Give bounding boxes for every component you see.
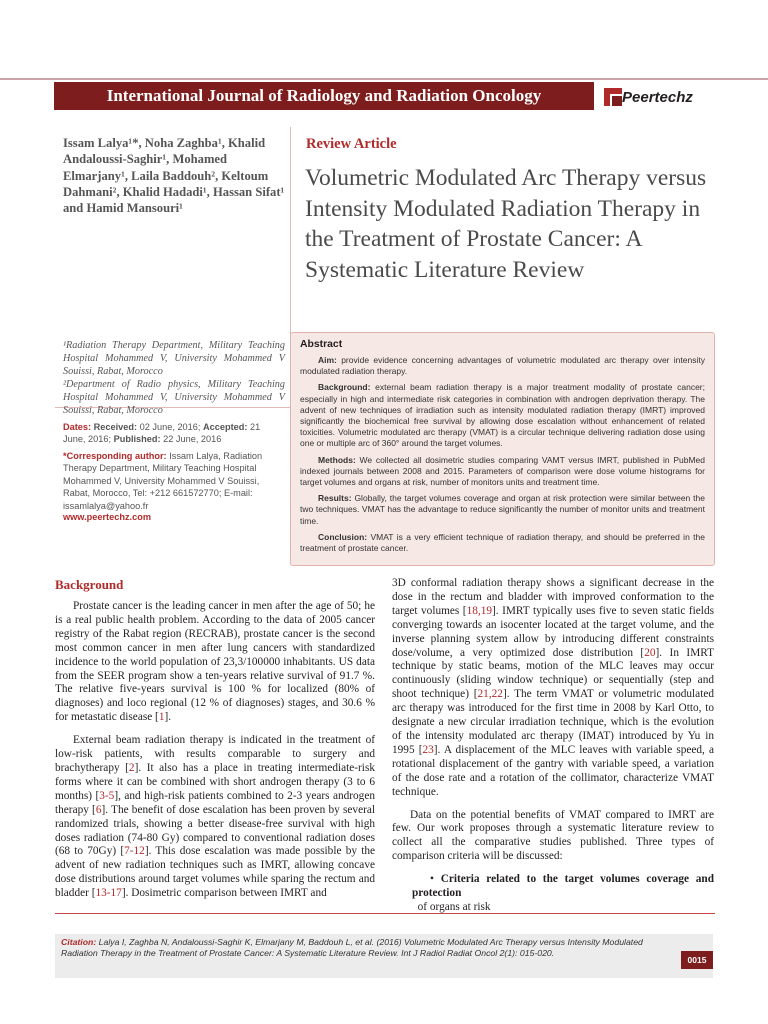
- body-column-right: [392, 577, 714, 924]
- abstract-box: [290, 332, 715, 566]
- accepted-label: Accepted:: [203, 422, 248, 432]
- corresponding-author: [63, 450, 285, 512]
- publisher-name: Peertechz: [622, 89, 693, 106]
- paragraph-2-text: ], and high-risk patients combined to 2-3 years androgen therapy [: [55, 789, 375, 816]
- published-label: Published:: [113, 434, 161, 445]
- list-item-bold: Criteria related to the target volumes coverage and protection: [412, 873, 714, 900]
- paragraph-2-text: ]. This dose escalation was made possible by the advent of new radiation techniques such as IMRT, allowing concave dose distributions around target volumes while sparing the rectum and bladder [: [55, 845, 375, 900]
- paragraph-2-text: ]. The benefit of dose escalation has been proven by several randomized trials, showing a better disease-free survival with high doses radiation (74-80 Gy) compared to conventional radiation doses (68 to 70Gy) [: [55, 803, 375, 858]
- paragraph-2-text: ]. Dosimetric comparison between IMRT and: [121, 887, 327, 900]
- reference-link[interactable]: 6: [95, 803, 102, 816]
- paragraph-2-text: ]. It also has a place in treating intermediate-risk forms where it can be combined with short androgen therapy (3 to 6 months) [: [55, 761, 375, 802]
- paragraph-4: Data on the potential benefits of VMAT compared to IMRT are few. Our work proposes through a systematic literature review to collect all the comparative studies published. Three types of comparison criteria will be discussed:: [392, 808, 714, 863]
- article-type: Review Article: [306, 136, 397, 152]
- reference-link[interactable]: 23: [422, 743, 434, 756]
- paragraph-3-text: ]. In IMRT technique by static beams, motion of the MLC leaves may occur continuously (sliding window technique) or sequentially (step and shoot technique) [: [392, 646, 714, 701]
- affiliation-2: ²Department of Radio physics, Military Teaching Hospital Mohammed V, University Mohammed V Souissi, Rabat, Morocco: [63, 379, 285, 416]
- abstract-background: [300, 382, 705, 449]
- publisher-logo-icon: [602, 86, 624, 108]
- abstract-conclusion: [300, 532, 705, 554]
- body-column-left: [55, 577, 375, 910]
- abstract-heading: Abstract: [300, 339, 343, 350]
- affiliation-1: ¹Radiation Therapy Department, Military Teaching Hospital Mohammed V, University Mohammed V Souissi, Rabat, Morocco: [63, 340, 285, 377]
- methods-text: We collected all dosimetric studies comparing VAMT versus IMRT, published in PubMed indexed journals between 2008 and 2015. Parameters of comparison were dose volume histograms for target volumes and organs at risk, number of monitors units and treatment time.: [300, 454, 705, 488]
- author-list: Issam Lalya¹*, Noha Zaghba¹, Khalid Andaloussi-Saghir¹, Mohamed Elmarjany¹, Laila Baddouh², Keltoum Dahmani², Khalid Hadadi¹, Hassan Sifat¹ and Hamid Mansouri¹: [63, 136, 285, 216]
- paragraph-2-text: External beam radiation therapy is indicated in the treatment of low-risk patients, with results comparable to surgery and brachytherapy [: [55, 734, 375, 774]
- citation-text: [61, 937, 676, 959]
- reference-link[interactable]: 7-12: [124, 845, 145, 858]
- received-date: 02 June, 2016;: [139, 422, 201, 432]
- abstract-methods: [300, 455, 705, 489]
- reference-link[interactable]: 2: [128, 761, 135, 774]
- paragraph-1-end: ].: [164, 711, 172, 724]
- abstract-aim: [300, 355, 705, 377]
- paragraph-3-text: ]. IMRT typically uses five to seven static fields converging towards an isocenter located at the target volume, and the inverse planning system allow by introducing different constraints dose/volume, a very optimized dose distribution [: [392, 604, 714, 659]
- abstract-body: [300, 355, 705, 559]
- citation-label: Citation:: [61, 937, 97, 947]
- background-text: external beam radiation therapy is a major treatment modality of prostate cancer; especially in high and intermediate risk categories in combination with androgen deprivation therapy. The advent of new techniques of irradiation such as intensity modulated radiation therapy (IMRT) improved significantly the biochemical free survival by allowing dose escalation without enhancement of related toxicities. Volumetric modulated arc therapy (VMAT) is a circular technique delivering radiation dose using one or multiple arc of 360° around the target volumes.: [300, 382, 705, 449]
- reference-link[interactable]: 18,19: [466, 604, 492, 617]
- paragraph-3: [392, 577, 714, 800]
- background-label: Background:: [318, 382, 371, 393]
- aim-text: provide evidence concerning advantages of volumetric modulated arc therapy over intensity modulated radiation therapy.: [300, 355, 705, 377]
- results-text: Globally, the target volumes coverage and organ at risk protection were similar between the two techniques. VMAT has the advantage to reduce significantly the number of monitor units and treatment time.: [300, 493, 705, 526]
- accepted-date: 21 June, 2016;: [63, 422, 261, 445]
- corresponding-author-label: *Corresponding author:: [63, 451, 167, 461]
- paragraph-1-text: Prostate cancer is the leading cancer in men after the age of 50; he is a real public health problem. According to the data of 2005 cancer registry of the Rabat region (RECRAB), prostate cancer is the second most common cancer in men after lung cancers with standardized incidence to the world population of 23,3/100000 inhabitants. US data from the SEER program show a ten-years relative survival of 91.7 %. The relative five-years survival is 100 % for localized (80% of diagnoses) and loco regional (12 % of diagnoses) stages, and 30.6 % for metastatic disease [: [55, 600, 375, 724]
- citation-content: Lalya I, Zaghba N, Andaloussi-Saghir K, Elmarjany M, Baddouh L, et al. (2016) Volumetric Modulated Arc Therapy versus Intensity Modulated Radiation Therapy in the Treatment of Prostate Cancer: A Systematic Literature Review. Int J Radiol Radiat Oncol 2(1): 015-020.: [61, 937, 643, 958]
- page-number: 0015: [681, 951, 713, 969]
- methods-label: Methods:: [318, 454, 356, 465]
- published-date: 22 June, 2016: [163, 434, 222, 445]
- article-dates: [63, 421, 285, 446]
- paragraph-1: [55, 600, 375, 725]
- abstract-results: [300, 493, 705, 527]
- section-heading-background: Background: [55, 577, 124, 592]
- corresponding-author-text: Issam Lalya, Radiation Therapy Department, Military Teaching Hospital Mohammed V, University Mohammed V Souissi, Rabat, Morocco, Tel: +212 661572770; E-mail: issamlalya@yahoo.fr: [63, 451, 263, 511]
- dates-label: Dates:: [63, 422, 92, 432]
- header-rule: [0, 78, 768, 80]
- reference-link[interactable]: 1: [158, 711, 165, 724]
- aim-label: Aim:: [318, 355, 337, 365]
- paragraph-3-text: ]. A displacement of the MLC leaves with variable speed, a rotational displacement of the gantry with variable speed, a variation of the dose rate and a rotation of the collimator, characterize VMAT technique.: [392, 743, 715, 798]
- reference-link[interactable]: 13-17: [95, 887, 122, 900]
- reference-link[interactable]: 21,22: [477, 688, 503, 701]
- citation-box: [55, 934, 713, 978]
- paragraph-3-text: ]. The term VMAT or volumetric modulated arc therapy was introduced for the first time in 2008 by Karl Otto, to designate a new circular irradiation technique, which is the evolution of the intensity modulated arc therapy (IMAT) introduced by Yu in 1995 [: [392, 688, 714, 756]
- journal-banner: [54, 82, 594, 110]
- results-label: Results:: [318, 493, 352, 504]
- journal-name: International Journal of Radiology and Radiation Oncology: [106, 86, 542, 105]
- paragraph-3-text: 3D conformal radiation therapy shows a significant decrease in the dose in the rectum and bladder with improved conformation to the target volumes [: [392, 577, 714, 617]
- article-title: Volumetric Modulated Arc Therapy versus Intensity Modulated Radiation Therapy in the Treatment of Prostate Cancer: A Systematic Literature Review: [305, 165, 707, 283]
- paragraph-2: [55, 734, 375, 901]
- publisher-logo: [598, 82, 718, 112]
- reference-link[interactable]: 20: [644, 646, 656, 659]
- received-label: Received:: [93, 422, 138, 432]
- conclusion-label: Conclusion:: [318, 531, 368, 542]
- reference-link[interactable]: 3-5: [99, 789, 115, 802]
- website-link[interactable]: www.peertechz.com: [63, 512, 151, 522]
- list-item-text: of organs at risk: [417, 900, 491, 913]
- author-sidebar: [55, 127, 291, 522]
- conclusion-text: VMAT is a very efficient technique of radiation therapy, and should be preferred in the treatment of prostate cancer.: [300, 531, 705, 554]
- footer-rule: [55, 913, 715, 914]
- list-item: • Criteria related to the target volumes coverage and protection of organs at risk: [412, 873, 714, 913]
